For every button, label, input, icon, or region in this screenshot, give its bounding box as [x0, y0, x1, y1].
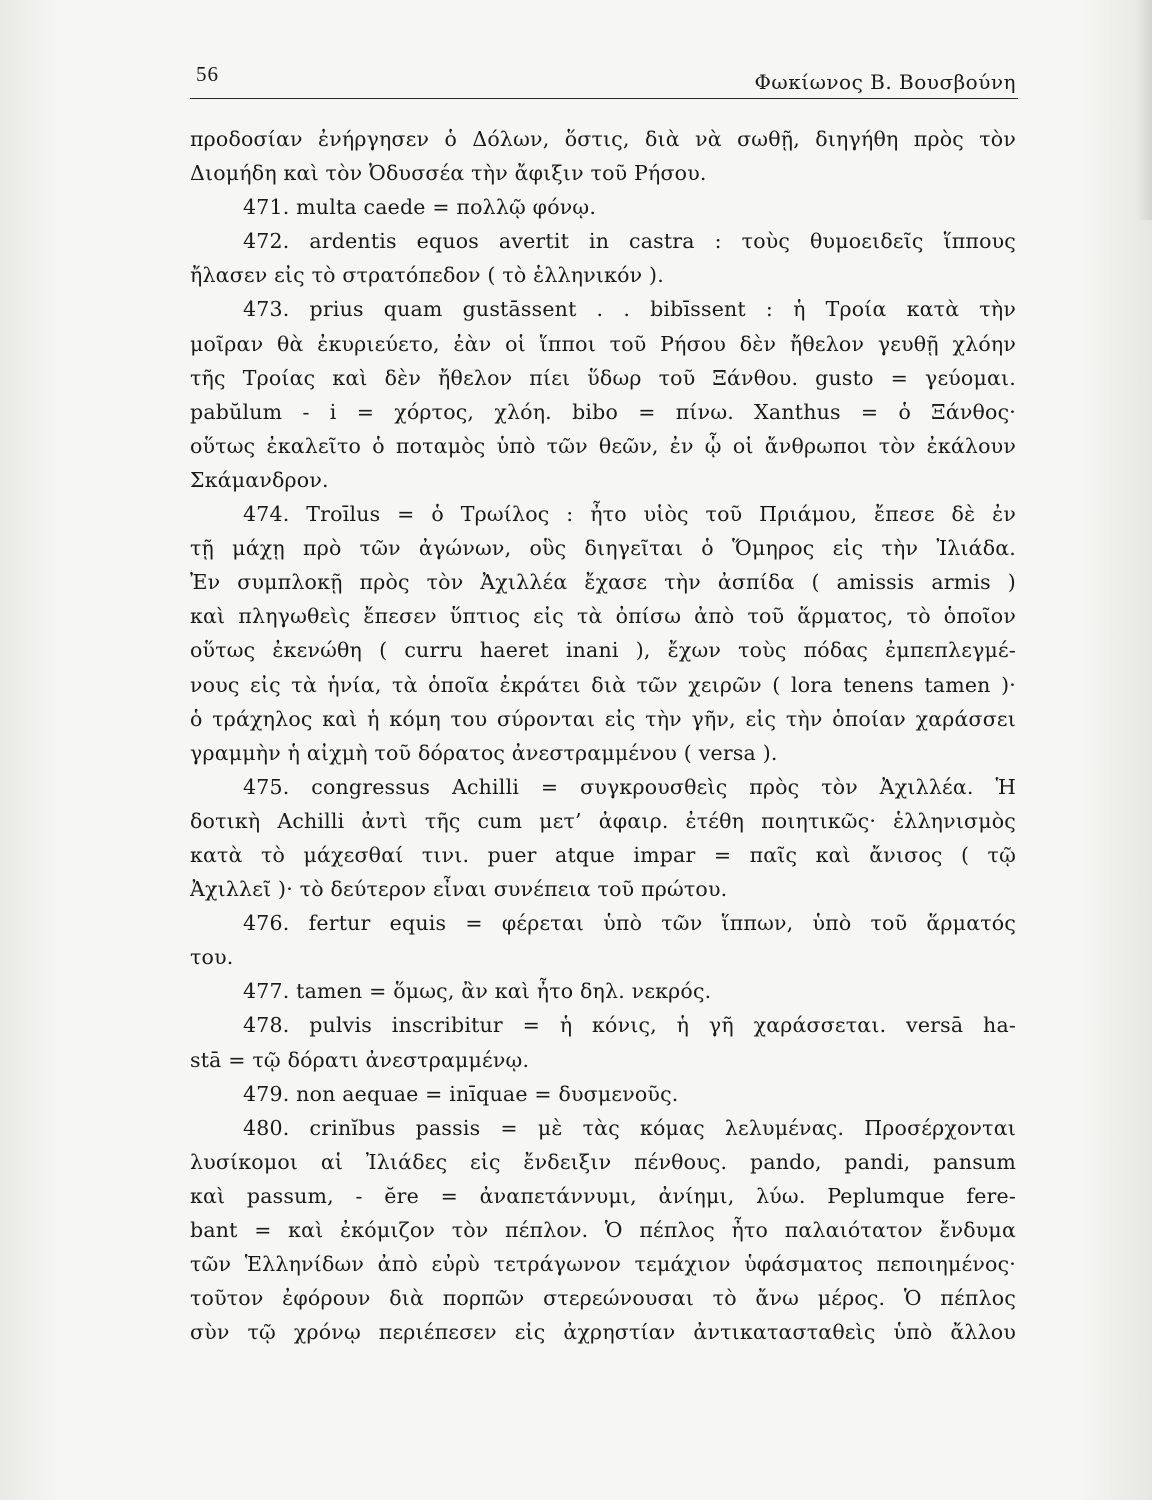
text-line: νους εἰς τὰ ἡνία, τὰ ὁποῖα ἐκράτει διὰ τῶν χειρῶν ( lora tenens tamen )· — [190, 672, 1016, 697]
text-line: ἤλασεν εἰς τὸ στρατόπεδον ( τὸ ἑλληνικόν ). — [190, 263, 664, 288]
commentary-text — [190, 122, 1016, 1349]
text-line: τῶν Ἑλληνίδων ἀπὸ εὐρὺ τετράγωνον τεμάχιον ὑφάσματος πεποιημένος· — [190, 1252, 1016, 1277]
text-line: Ἐν συμπλοκῇ πρὸς τὸν Ἀχιλλέα ἔχασε τὴν ἀσπίδα ( amissis armis ) — [190, 570, 1016, 595]
text-line: μοῖραν θὰ ἐκυριεύετο, ἐὰν οἱ ἵπποι τοῦ Ρήσου δὲν ἤθελον γευθῇ χλόην — [190, 331, 1016, 356]
text-line: 480. crinĭbus passis = μὲ τὰς κόμας λελυμένας. Προσέρχονται — [243, 1115, 1016, 1140]
text-line: 479. non aequae = inīquae = δυσμενοῦς. — [243, 1081, 679, 1106]
text-line: 476. fertur equis = φέρεται ὑπὸ τῶν ἵππων, ὑπὸ τοῦ ἅρματός — [243, 911, 1016, 936]
page-number: 56 — [196, 62, 219, 86]
text-line: stā = τῷ δόρατι ἀνεστραμμένῳ. — [190, 1047, 530, 1072]
text-line: 472. ardentis equos avertit in castra : τοὺς θυμοειδεῖς ἵππους — [243, 229, 1016, 254]
text-line: 473. prius quam gustāssent . . bibīssent : ἡ Τροία κατὰ τὴν — [243, 297, 1016, 322]
text-line: Σκάμανδρον. — [190, 467, 329, 492]
text-line: λυσίκομοι αἱ Ἰλιάδες εἰς ἔνδειξιν πένθους. pando, pandi, pansum — [190, 1149, 1016, 1174]
text-line: pabŭlum - i = χόρτος, χλόη. bibo = πίνω. Xanthus = ὁ Ξάνθος· — [190, 399, 1016, 424]
text-line: τῆς Τροίας καὶ δὲν ἤθελον πίει ὕδωρ τοῦ Ξάνθου. gusto = γεύομαι. — [190, 365, 1016, 390]
text-line: καὶ passum, - ĕre = ἀναπετάννυμι, ἀνίημι, λύω. Peplumque fere- — [190, 1183, 1016, 1208]
text-line: bant = καὶ ἐκόμιζον τὸν πέπλον. Ὁ πέπλος ἦτο παλαιότατον ἔνδυμα — [190, 1218, 1016, 1242]
text-line: 477. tamen = ὅμως, ἂν καὶ ἦτο δηλ. νεκρός. — [243, 979, 712, 1004]
text-line: 478. pulvis inscribitur = ἡ κόνις, ἡ γῆ χαράσσεται. versā ha- — [243, 1013, 1016, 1038]
page-edge-shadow — [1136, 0, 1152, 220]
text-line: τοῦτον ἐφόρουν διὰ πορπῶν στερεώνουσαι τὸ ἄνω μέρος. Ὁ πέπλος — [190, 1286, 1016, 1311]
text-line: 475. congressus Achilli = συγκρουσθεὶς πρὸς τὸν Ἀχιλλέα. Ἡ — [243, 774, 1016, 799]
text-line: οὕτως ἐκαλεῖτο ὁ ποταμὸς ὑπὸ τῶν θεῶν, ἐν ᾧ οἱ ἄνθρωποι τὸν ἐκάλουν — [190, 433, 1016, 458]
text-line: γραμμὴν ἡ αἰχμὴ τοῦ δόρατος ἀνεστραμμένου ( versa ). — [190, 740, 778, 765]
text-line: 474. Troīlus = ὁ Τρωίλος : ἦτο υἱὸς τοῦ Πριάμου, ἔπεσε δὲ ἐν — [243, 502, 1016, 527]
text-line: του. — [190, 945, 234, 970]
text-line: οὕτως ἐκενώθη ( curru haeret inani ), ἔχων τοὺς πόδας ἐμπεπλεγμέ- — [190, 638, 1016, 663]
text-line: Ἀχιλλεῖ )· τὸ δεύτερον εἶναι συνέπεια τοῦ πρώτου. — [190, 877, 728, 902]
header-rule — [190, 98, 1018, 99]
running-head: Φωκίωνος Β. Βουσβούνη — [754, 70, 1016, 94]
text-line: δοτικὴ Achilli ἀντὶ τῆς cum μετ’ ἀφαιρ. ἐτέθη ποιητικῶς· ἑλληνισμὸς — [190, 808, 1016, 833]
text-line: καὶ πληγωθεὶς ἔπεσεν ὕπτιος εἰς τὰ ὀπίσω ἀπὸ τοῦ ἅρματος, τὸ ὁποῖον — [190, 604, 1016, 629]
text-line: ὁ τράχηλος καὶ ἡ κόμη του σύρονται εἰς τὴν γῆν, εἰς τὴν ὁποίαν χαράσσει — [190, 706, 1016, 731]
text-line: σὺν τῷ χρόνῳ περιέπεσεν εἰς ἀχρηστίαν ἀντικατασταθεὶς ὑπὸ ἄλλου — [190, 1320, 1016, 1345]
text-line: Διομήδη καὶ τὸν Ὀδυσσέα τὴν ἄφιξιν τοῦ Ρήσου. — [190, 161, 707, 186]
text-line: κατὰ τὸ μάχεσθαί τινι. puer atque impar = παῖς καὶ ἄνισος ( τῷ — [190, 842, 1016, 867]
text-line: προδοσίαν ἐνήργησεν ὁ Δόλων, ὅστις, διὰ νὰ σωθῇ, διηγήθη πρὸς τὸν — [190, 127, 1016, 151]
text-line: τῇ μάχῃ πρὸ τῶν ἀγώνων, οὓς διηγεῖται ὁ Ὅμηρος εἰς τὴν Ἰλιάδα. — [190, 536, 1016, 561]
text-line: 471. multa caede = πολλῷ φόνῳ. — [243, 195, 597, 220]
page-header — [196, 62, 1016, 102]
